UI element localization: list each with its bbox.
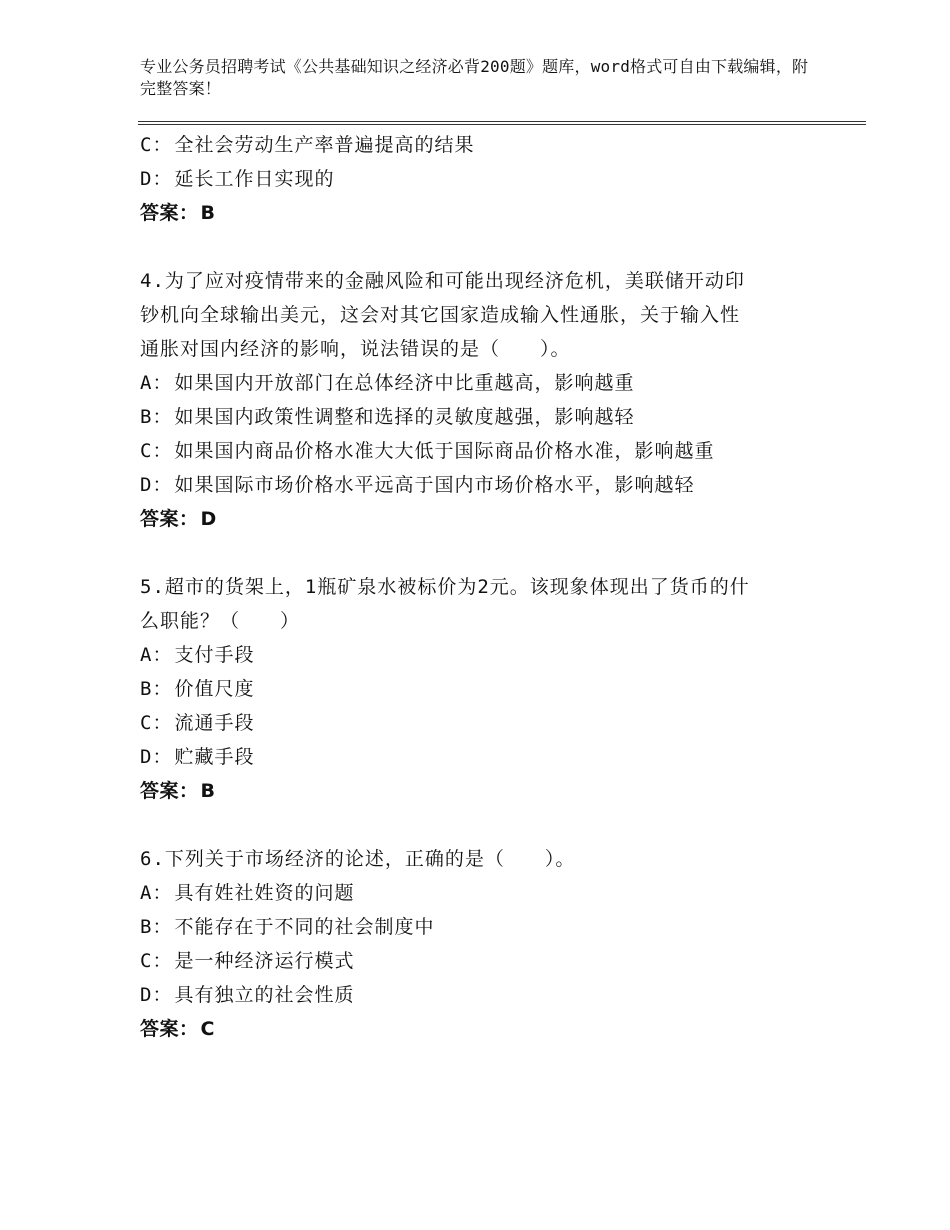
answer-value: B	[200, 780, 216, 802]
option-b: B： 不能存在于不同的社会制度中	[140, 916, 435, 938]
option-a: A： 如果国内开放部门在总体经济中比重越高，影响越重	[140, 372, 635, 394]
question-5	[140, 570, 830, 808]
question-4	[140, 264, 830, 536]
option-d: D： 如果国际市场价格水平远高于国内市场价格水平，影响越轻	[140, 474, 695, 496]
answer-value: C	[200, 1018, 215, 1040]
spacer	[140, 536, 830, 570]
answer-value: D	[200, 508, 217, 530]
option-a: A： 具有姓社姓资的问题	[140, 882, 355, 904]
answer-line: 答案： C	[140, 1018, 215, 1040]
question-stem-line: 6.下列关于市场经济的论述，正确的是（ ）。	[140, 848, 576, 870]
question-list	[140, 128, 830, 1046]
spacer	[140, 808, 830, 842]
option-b: B： 如果国内政策性调整和选择的灵敏度越强，影响越轻	[140, 406, 635, 428]
question-6	[140, 842, 830, 1046]
question-stem-line: 么职能？（ ）	[140, 610, 301, 632]
question-stem-line: 通胀对国内经济的影响，说法错误的是（ ）。	[140, 338, 571, 360]
answer-line: 答案： D	[140, 508, 217, 530]
option-d: D： 具有独立的社会性质	[140, 984, 355, 1006]
question-continued	[140, 128, 830, 230]
spacer	[140, 230, 830, 264]
header-divider-bottom	[138, 124, 866, 125]
header-title: 专业公务员招聘考试《公共基础知识之经济必背200题》题库，word格式可自由下载编辑，附完整答案！	[140, 57, 809, 98]
option-c: C： 是一种经济运行模式	[140, 950, 355, 972]
question-stem-line: 4.为了应对疫情带来的金融风险和可能出现经济危机，美联储开动印	[140, 270, 745, 292]
option-b: B： 价值尺度	[140, 678, 255, 700]
option-c: C： 全社会劳动生产率普遍提高的结果	[140, 134, 475, 156]
option-a: A： 支付手段	[140, 644, 255, 666]
answer-line: 答案： B	[140, 202, 216, 224]
option-d: D： 贮藏手段	[140, 746, 255, 768]
option-c: C： 流通手段	[140, 712, 255, 734]
answer-value: B	[200, 202, 216, 224]
question-stem-line: 钞机向全球输出美元，这会对其它国家造成输入性通胀，关于输入性	[140, 304, 741, 326]
header-divider-top	[138, 121, 866, 122]
option-c: C： 如果国内商品价格水准大大低于国际商品价格水准，影响越重	[140, 440, 715, 462]
question-stem-line: 5.超市的货架上，1瓶矿泉水被标价为2元。该现象体现出了货币的什	[140, 576, 750, 598]
answer-line: 答案： B	[140, 780, 216, 802]
option-d: D： 延长工作日实现的	[140, 168, 335, 190]
document-header	[140, 56, 820, 100]
